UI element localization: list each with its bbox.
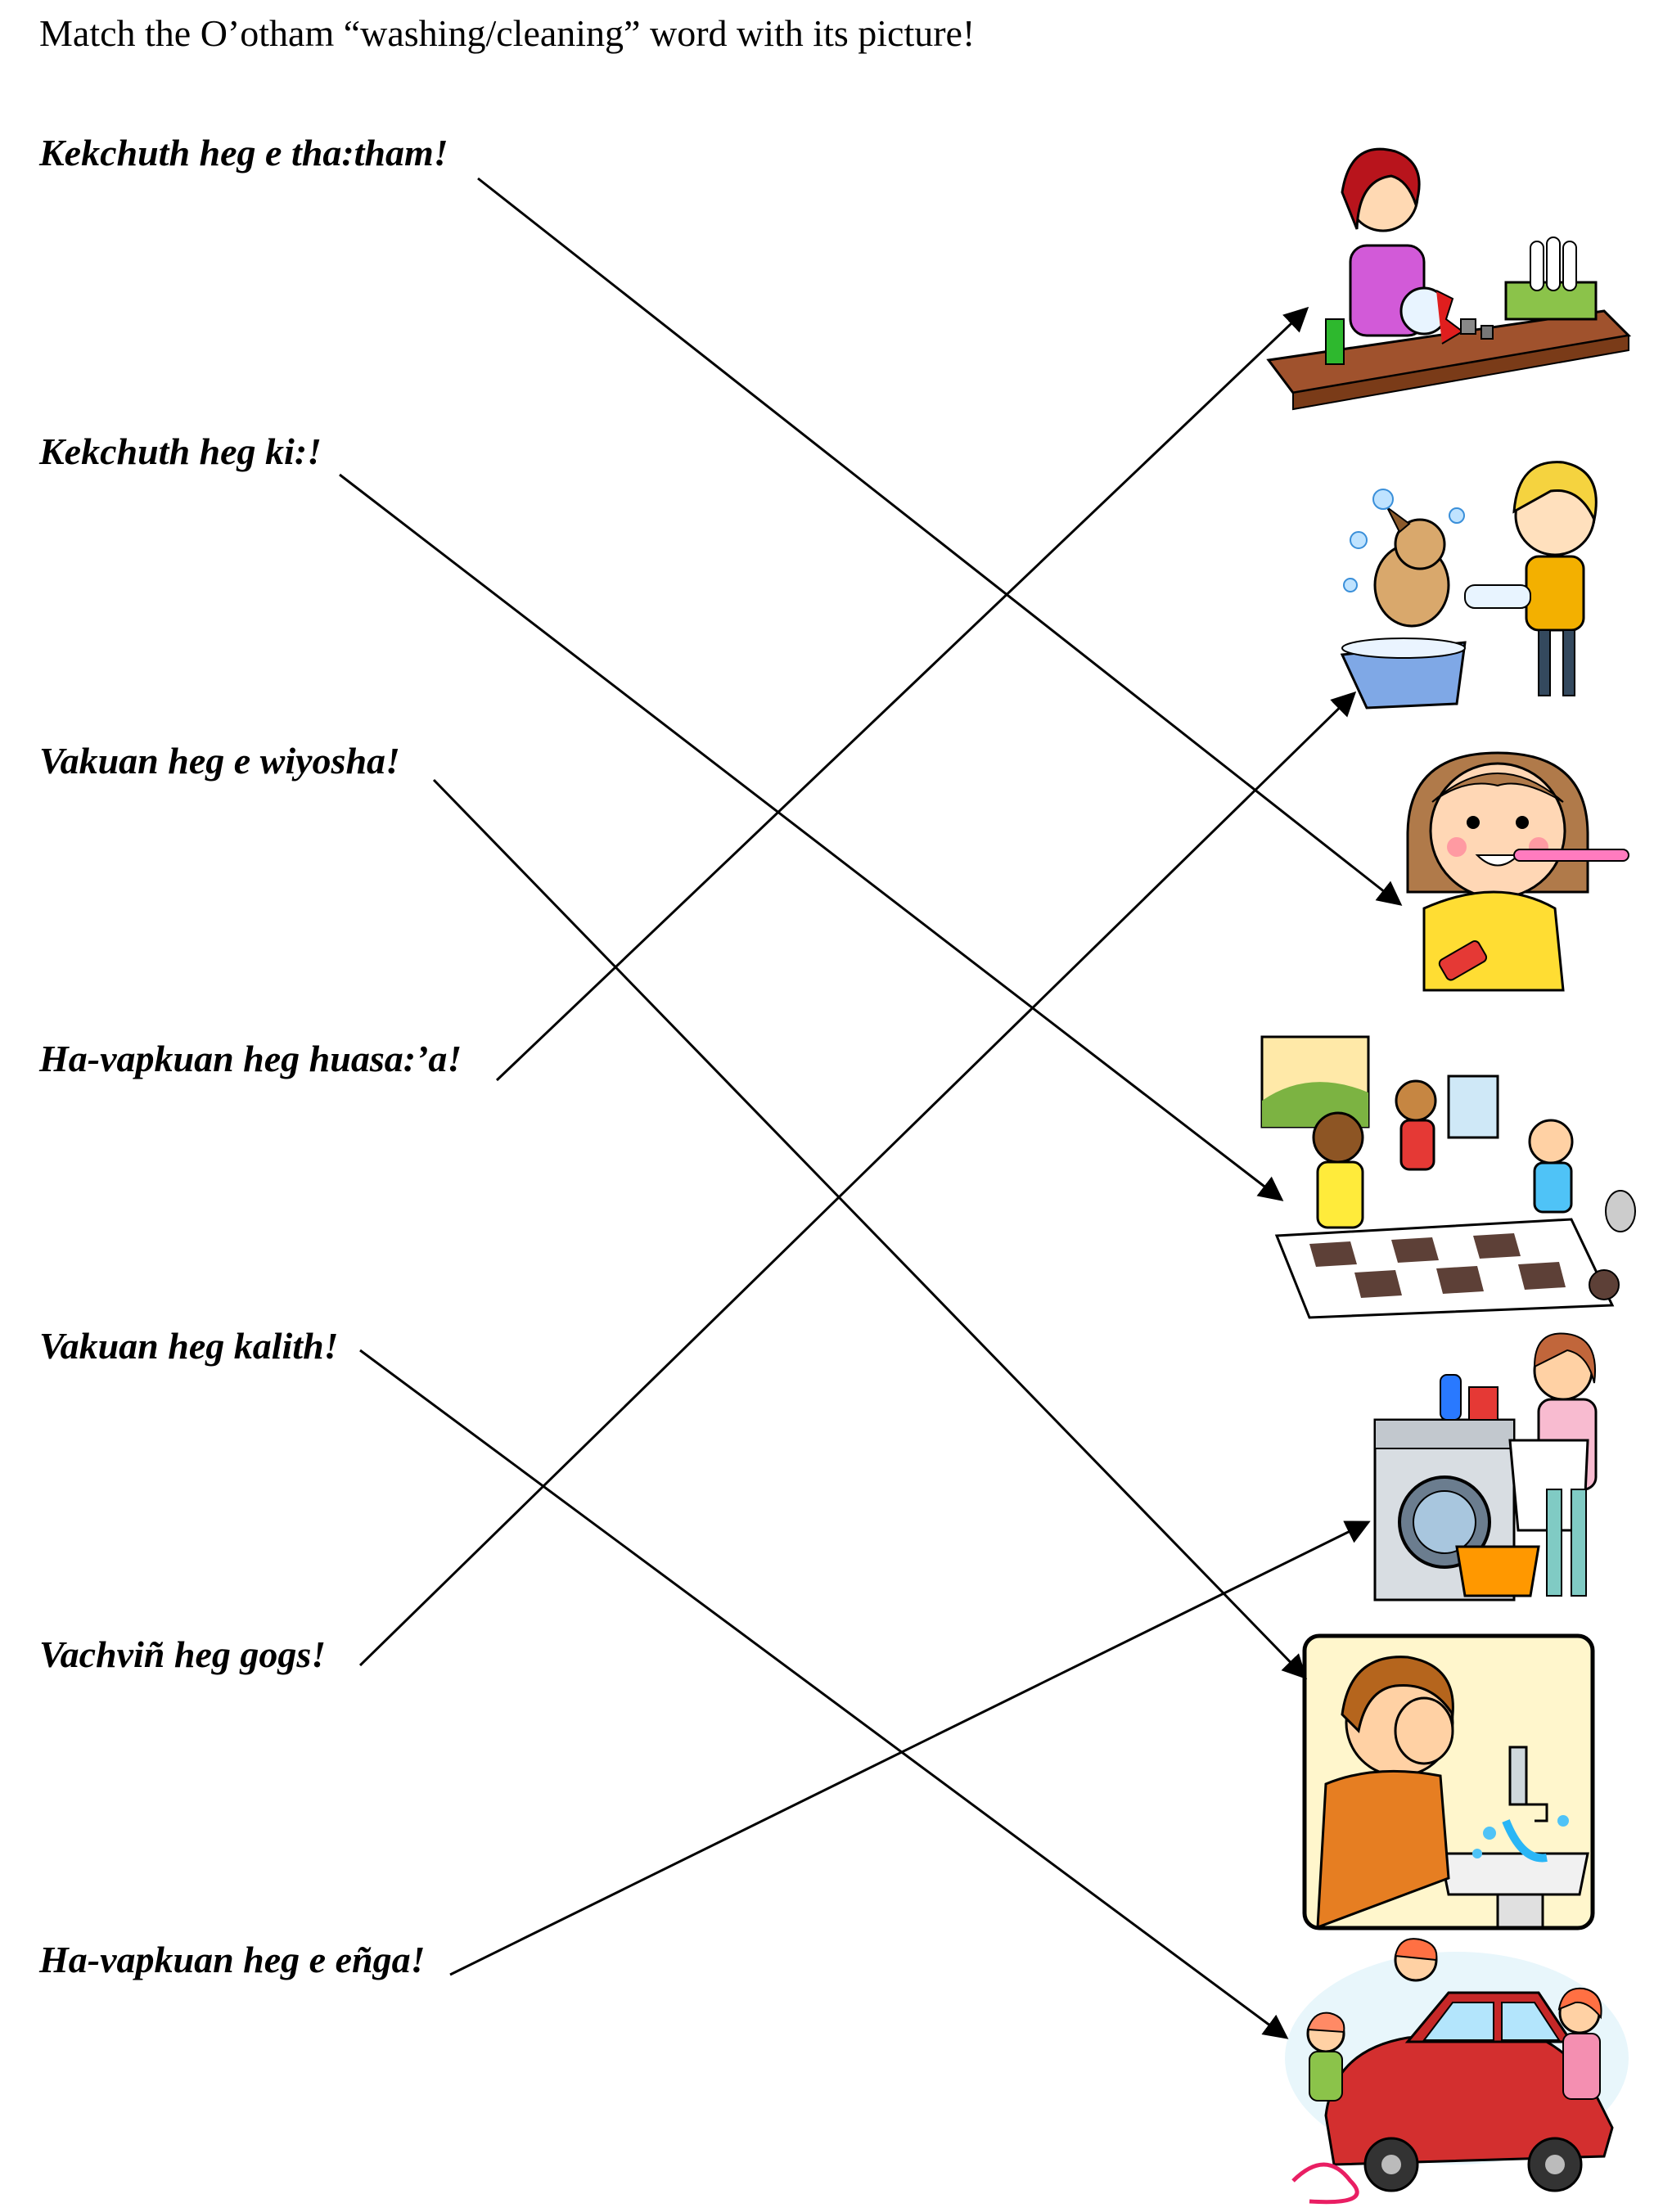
- match-line-4: [497, 309, 1307, 1080]
- match-line-7: [450, 1522, 1368, 1975]
- match-line-3: [434, 780, 1305, 1678]
- match-line-5: [360, 1350, 1287, 2038]
- phrase-6[interactable]: Vachviñ heg gogs!: [39, 1633, 327, 1675]
- match-line-6: [360, 693, 1354, 1665]
- phrase-4[interactable]: Ha-vapkuan heg huasa:’a!: [39, 1038, 462, 1079]
- phrase-3[interactable]: Vakuan heg e wiyosha!: [39, 740, 400, 782]
- phrase-1[interactable]: Kekchuth heg e tha:tham!: [39, 132, 448, 173]
- phrase-5[interactable]: Vakuan heg kalith!: [39, 1325, 339, 1367]
- instruction-text: Match the O’otham “washing/cleaning” word with its picture!: [39, 12, 976, 54]
- match-line-1: [478, 178, 1400, 904]
- match-line-2: [340, 475, 1282, 1200]
- phrase-2[interactable]: Kekchuth heg ki:!: [39, 430, 322, 472]
- phrase-7[interactable]: Ha-vapkuan heg e eñga!: [39, 1939, 426, 1980]
